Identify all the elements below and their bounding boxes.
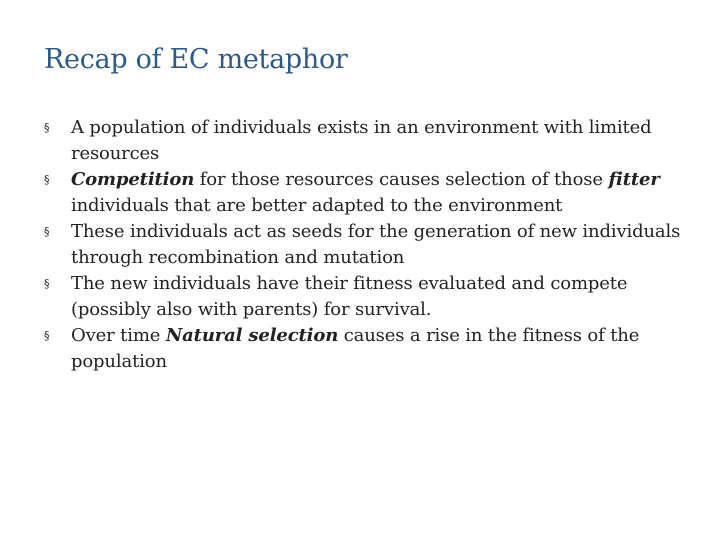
bullet-text: These individuals act as seeds for the generation of new individuals through recombination and mutation bbox=[71, 221, 681, 268]
bullet-marker-icon: § bbox=[44, 277, 50, 290]
bullet-text: causes a rise in the fitness of the population bbox=[71, 325, 640, 372]
emphasized-term: Natural selection bbox=[165, 325, 339, 346]
slide-title: Recap of EC metaphor bbox=[44, 44, 348, 75]
bullet-marker-icon: § bbox=[44, 121, 50, 134]
bullet-item bbox=[44, 115, 694, 167]
bullet-text: for those resources causes selection of those bbox=[194, 169, 609, 190]
bullet-marker-icon: § bbox=[44, 225, 50, 238]
bullet-item bbox=[44, 219, 694, 271]
bullet-marker-icon: § bbox=[44, 329, 50, 342]
bullet-item bbox=[44, 271, 694, 323]
bullet-list bbox=[44, 115, 694, 375]
bullet-text: A population of individuals exists in an environment with limited resources bbox=[71, 117, 652, 164]
emphasized-term: fitter bbox=[608, 169, 660, 190]
bullet-item bbox=[44, 167, 694, 219]
emphasized-term: Competition bbox=[71, 169, 195, 190]
bullet-marker-icon: § bbox=[44, 173, 50, 186]
bullet-item bbox=[44, 323, 694, 375]
bullet-text: individuals that are better adapted to the environment bbox=[71, 195, 563, 216]
bullet-text: Over time bbox=[71, 325, 166, 346]
bullet-text: The new individuals have their fitness evaluated and compete (possibly also with parents) for survival. bbox=[71, 273, 628, 320]
